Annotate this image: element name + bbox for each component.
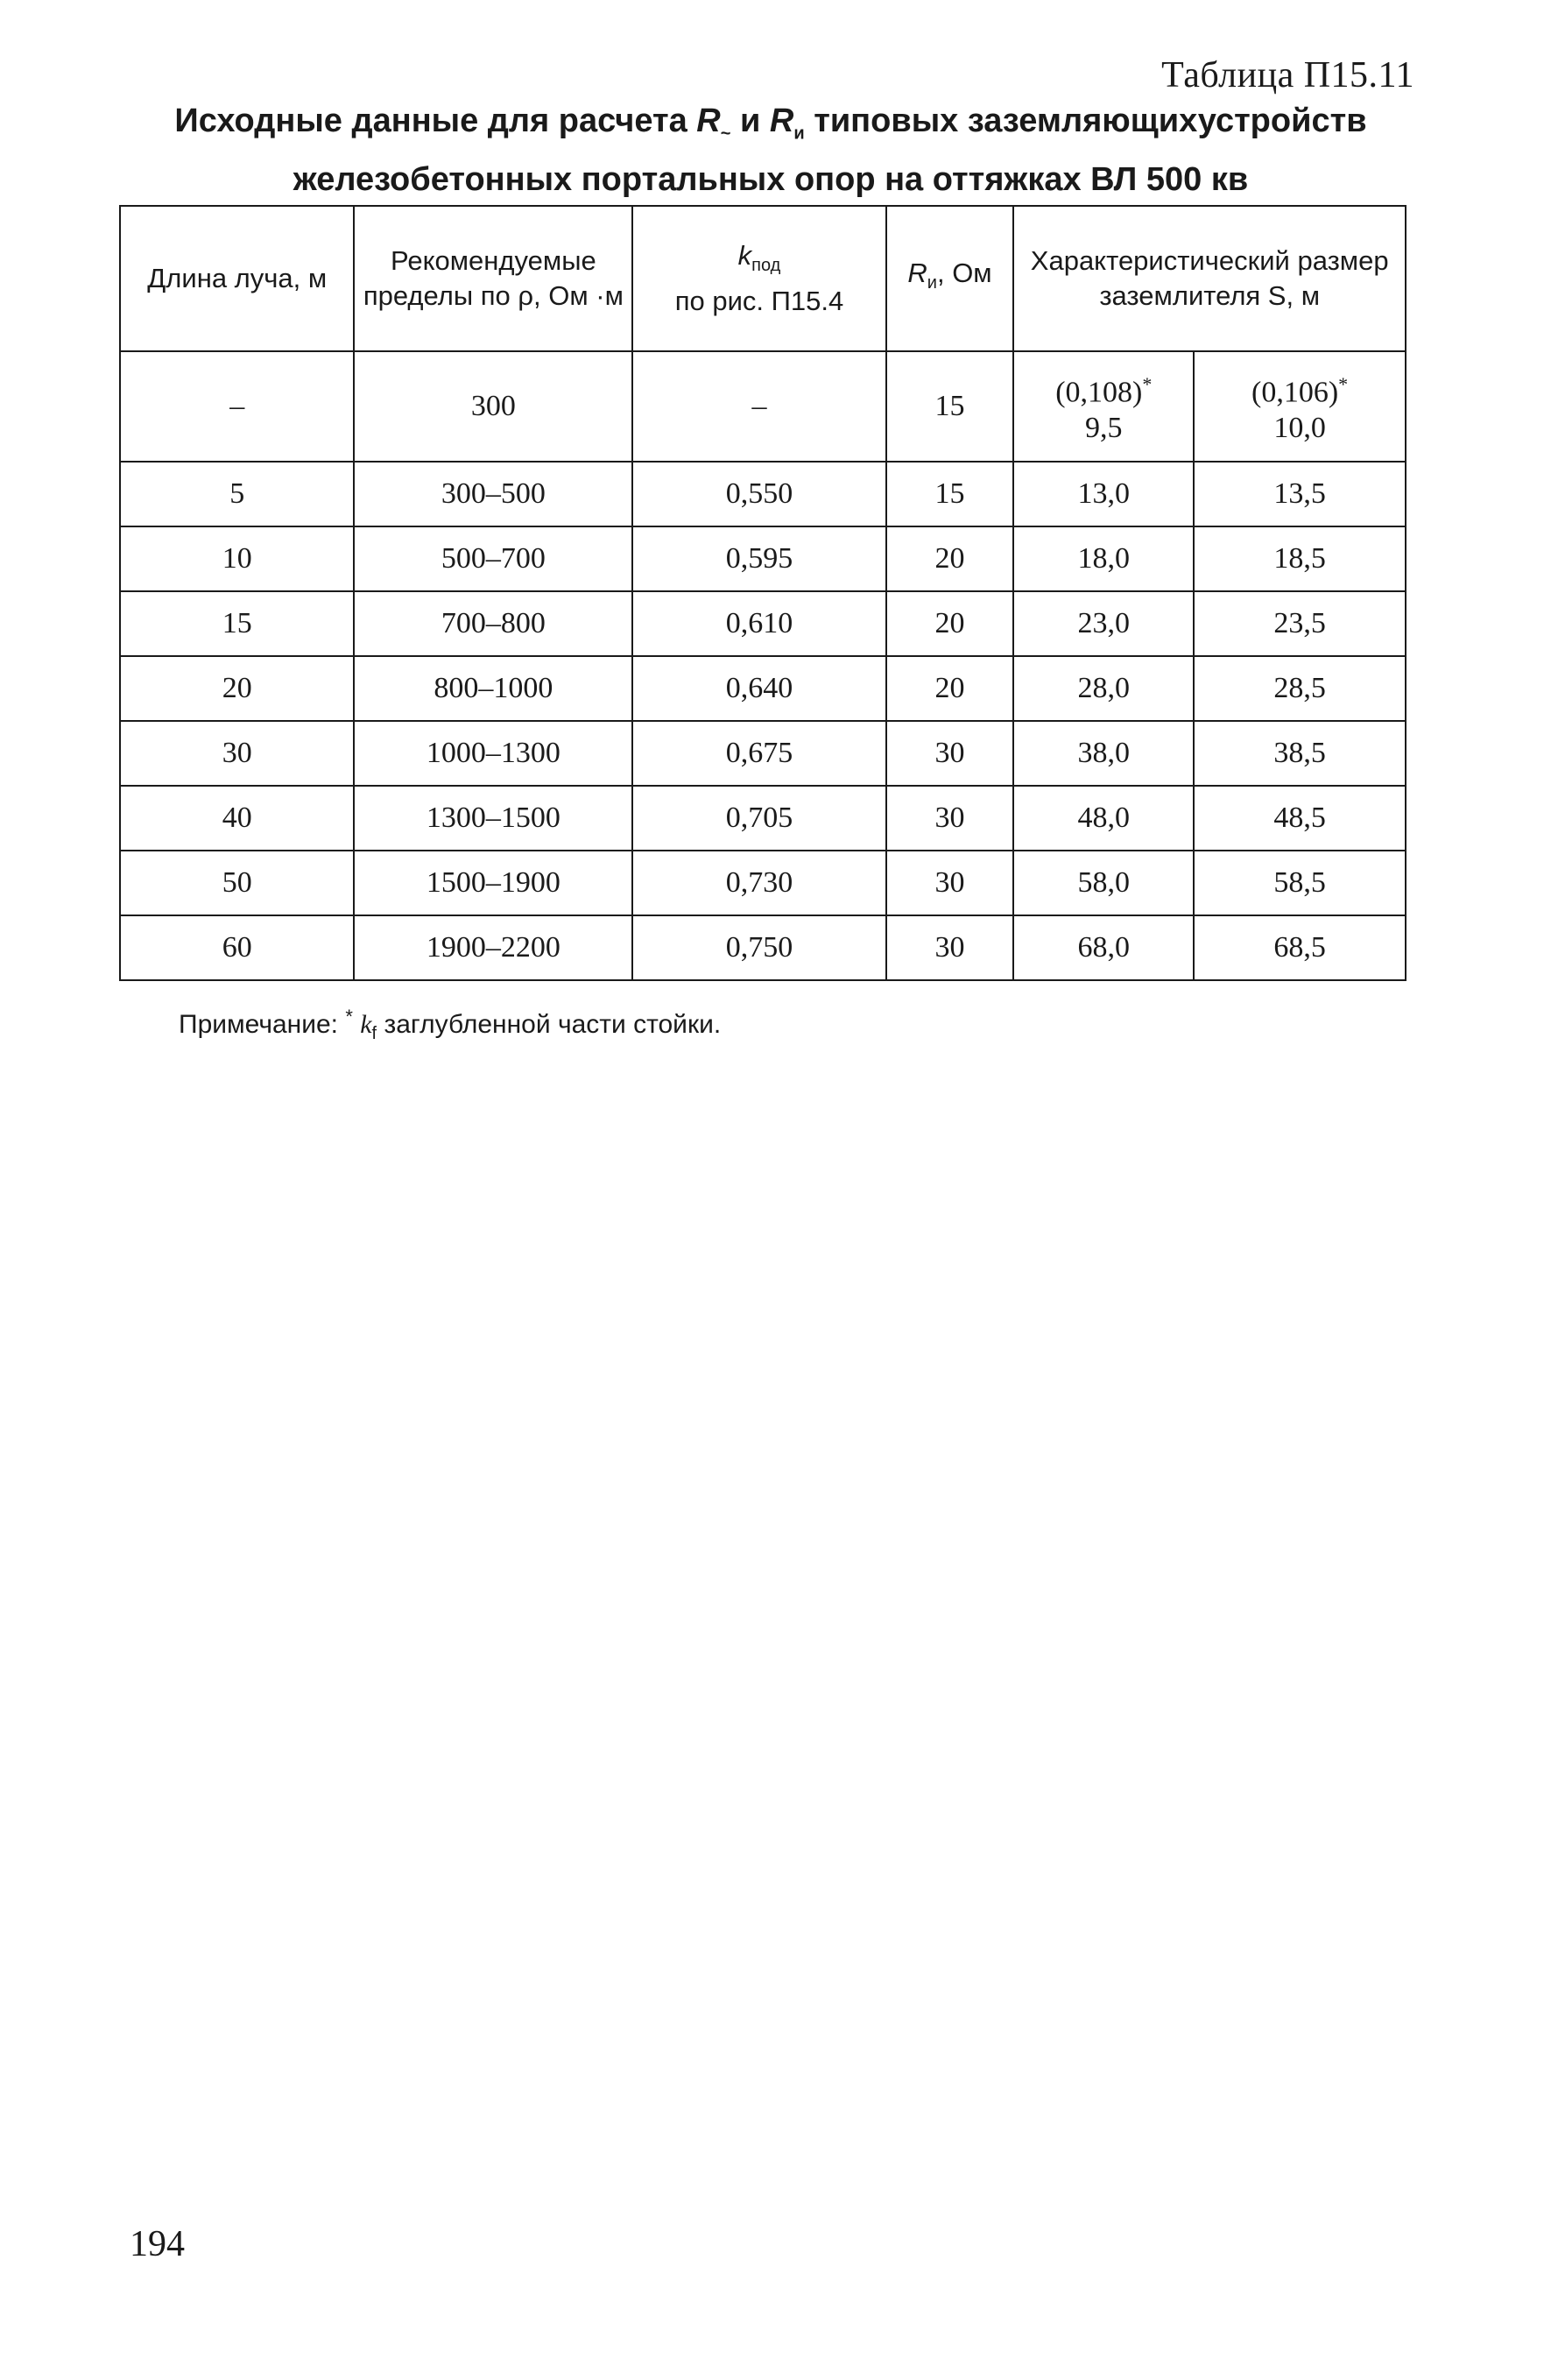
cell-k: –	[632, 351, 885, 462]
cell-length: 10	[120, 526, 354, 591]
cell-s2: 18,5	[1194, 526, 1406, 591]
cell-s1: 68,0	[1013, 915, 1194, 980]
cell-r: 30	[886, 786, 1014, 851]
cell-rho: 700–800	[354, 591, 632, 656]
cell-length: –	[120, 351, 354, 462]
cell-rho: 300	[354, 351, 632, 462]
cell-s1: 18,0	[1013, 526, 1194, 591]
cell-s2: 38,5	[1194, 721, 1406, 786]
cell-s1: 28,0	[1013, 656, 1194, 721]
cell-r: 30	[886, 851, 1014, 915]
caption-conjunction: и	[730, 102, 770, 139]
cell-rho: 1000–1300	[354, 721, 632, 786]
cell-length: 50	[120, 851, 354, 915]
cell-s2: 58,5	[1194, 851, 1406, 915]
caption-r-subscript: ~	[720, 124, 731, 144]
cell-k: 0,705	[632, 786, 885, 851]
header-rho: Рекомендуемые пределы по ρ, Ом ·м	[354, 206, 632, 351]
cell-s1: 38,0	[1013, 721, 1194, 786]
table-row	[120, 915, 1406, 980]
caption-text: Исходные данные для расчета	[174, 102, 697, 139]
cell-k: 0,610	[632, 591, 885, 656]
cell-rho: 300–500	[354, 462, 632, 526]
cell-k: 0,750	[632, 915, 885, 980]
cell-s1: 58,0	[1013, 851, 1194, 915]
cell-r: 15	[886, 462, 1014, 526]
table-row	[120, 591, 1406, 656]
caption-r-symbol: R	[696, 102, 721, 139]
cell-length: 5	[120, 462, 354, 526]
caption-r-subscript: и	[793, 124, 805, 144]
table-caption	[123, 98, 1419, 202]
cell-k: 0,640	[632, 656, 885, 721]
cell-s2: (0,106)* 10,0	[1194, 351, 1406, 462]
cell-r: 20	[886, 526, 1014, 591]
header-k: $k_{под}$ по рис. П15.4	[632, 206, 885, 351]
cell-rho: 800–1000	[354, 656, 632, 721]
cell-k: 0,595	[632, 526, 885, 591]
cell-s2: 23,5	[1194, 591, 1406, 656]
cell-length: 40	[120, 786, 354, 851]
caption-r-symbol: R	[769, 102, 794, 139]
header-r: $R_и$, Ом	[886, 206, 1014, 351]
caption-text: типовых заземляющихустройств	[804, 102, 1367, 139]
data-table	[119, 205, 1406, 981]
cell-s2: 68,5	[1194, 915, 1406, 980]
cell-s2: 28,5	[1194, 656, 1406, 721]
table-row	[120, 721, 1406, 786]
table-row	[120, 656, 1406, 721]
header-row	[120, 206, 1406, 351]
cell-rho: 1300–1500	[354, 786, 632, 851]
caption-line-1	[123, 98, 1419, 157]
table-number-label: Таблица П15.11	[1161, 55, 1414, 95]
cell-s2: 48,5	[1194, 786, 1406, 851]
cell-r: 20	[886, 591, 1014, 656]
table-row	[120, 526, 1406, 591]
caption-line-2: железобетонных портальных опор на оттяжках ВЛ 500 кв	[293, 160, 1249, 198]
page-number: 194	[130, 2224, 185, 2264]
cell-r: 15	[886, 351, 1014, 462]
cell-s1: 13,0	[1013, 462, 1194, 526]
cell-r: 30	[886, 915, 1014, 980]
cell-rho: 1900–2200	[354, 915, 632, 980]
cell-k: 0,550	[632, 462, 885, 526]
header-s: Характеристический размер заземлителя S, м	[1013, 206, 1406, 351]
table-row	[120, 786, 1406, 851]
cell-length: 15	[120, 591, 354, 656]
cell-s1: 23,0	[1013, 591, 1194, 656]
cell-r: 30	[886, 721, 1014, 786]
cell-length: 30	[120, 721, 354, 786]
cell-k: 0,730	[632, 851, 885, 915]
cell-s2: 13,5	[1194, 462, 1406, 526]
cell-rho: 1500–1900	[354, 851, 632, 915]
table-row	[120, 351, 1406, 462]
cell-rho: 500–700	[354, 526, 632, 591]
header-length: Длина луча, м	[120, 206, 354, 351]
cell-k: 0,675	[632, 721, 885, 786]
cell-s1: 48,0	[1013, 786, 1194, 851]
cell-s1: (0,108)* 9,5	[1013, 351, 1194, 462]
table-row	[120, 851, 1406, 915]
cell-r: 20	[886, 656, 1014, 721]
table-row	[120, 462, 1406, 526]
table-footnote: Примечание: * $k_f$ заглубленной части стойки.	[179, 1006, 722, 1043]
cell-length: 20	[120, 656, 354, 721]
cell-length: 60	[120, 915, 354, 980]
